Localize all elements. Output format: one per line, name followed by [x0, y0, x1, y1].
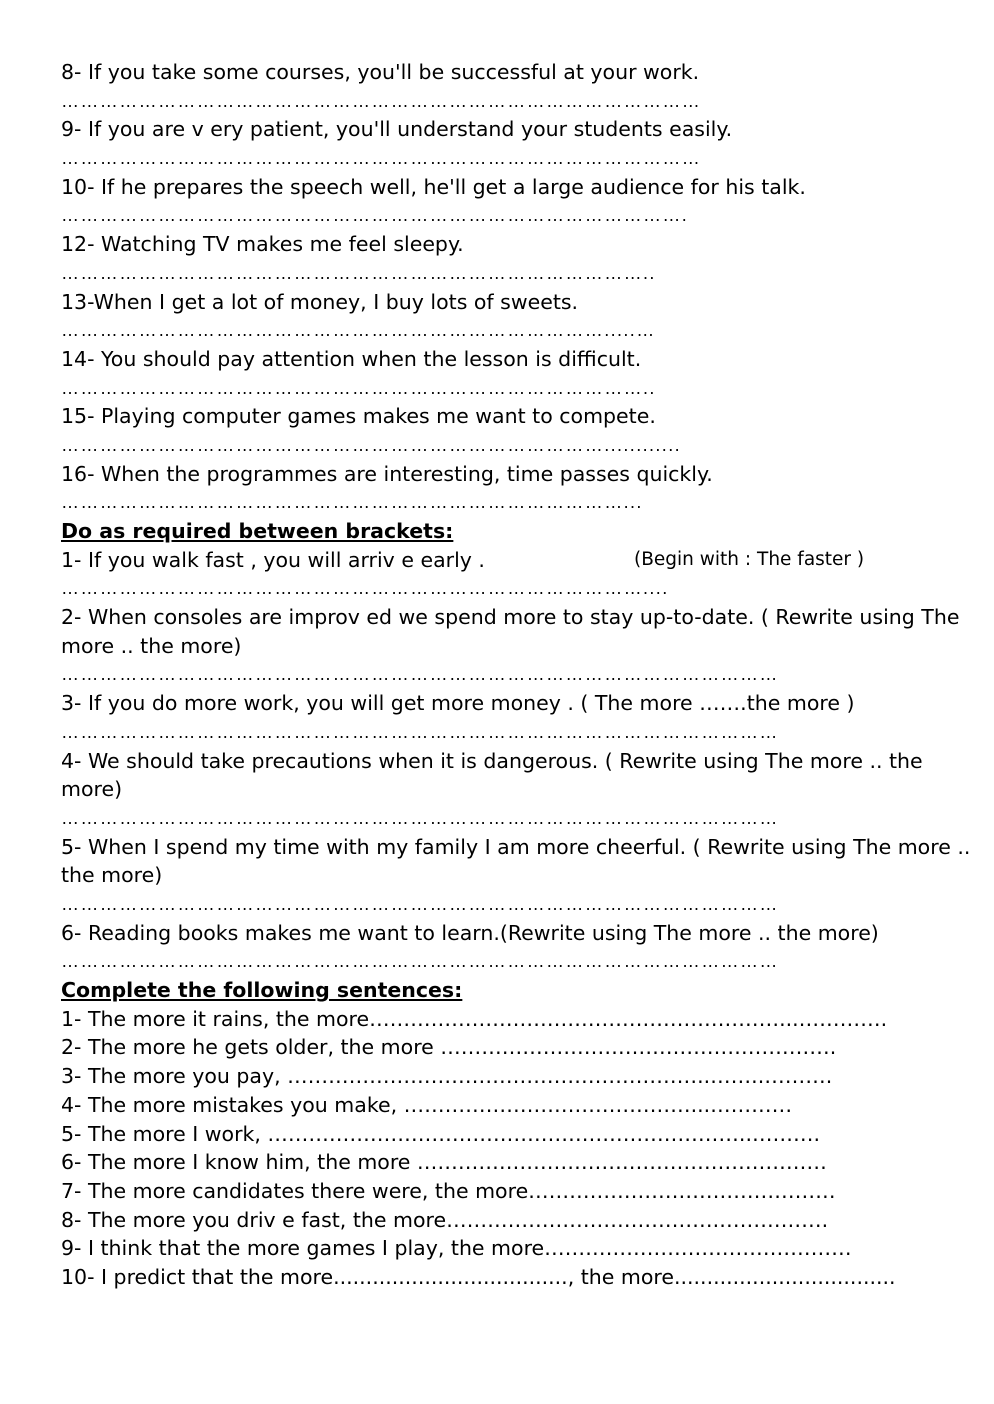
do-as-required-section — [61, 517, 986, 976]
answer-line-8: ……………………………………………………………………………………… — [61, 90, 702, 111]
answer-line-9: ……………………………………………………………………………………… — [61, 148, 702, 169]
required-answer-line-6: ………………………………………………………………………………………………… — [61, 951, 779, 972]
required-question-6: 6- Reading books makes me want to learn.(Rewrite using The more .. the more) — [61, 920, 879, 945]
complete-item-1: 1- The more it rains, the more……………………………………………………...…………. — [61, 1006, 888, 1031]
complete-item-5: 5- The more I work, ……………………………………………………………..………. — [61, 1121, 820, 1146]
required-question-2: 2- When consoles are improv ed we spend more to stay up-to-date. ( Rewrite using The more .. the more) — [61, 605, 960, 658]
answer-line-10: ……………………………………………………………………………………. — [61, 205, 689, 226]
required-answer-line-5: ………………………………………………………………………………………………… — [61, 894, 779, 915]
question-8: 8- If you take some courses, you'll be successful at your work. — [61, 60, 700, 84]
answer-line-15: …………………………………………………………………………............ — [61, 434, 682, 455]
question-15: 15- Playing computer games makes me want to compete. — [61, 404, 656, 429]
required-question-1-hint: (Begin with : The faster ) — [634, 548, 865, 570]
answer-line-12: ……………………………………………………………………………….. — [61, 262, 656, 283]
required-question-3: 3- If you do more work, you will get more money . ( The more …….the more ) — [61, 691, 855, 716]
question-16: 16- When the programmes are interesting, time passes quickly. — [61, 461, 713, 486]
transform-section — [61, 58, 986, 517]
required-answer-line-2: ………………………………………………………………………………………………… — [61, 664, 779, 685]
complete-item-4: 4- The more mistakes you make, ……………………………………...………… — [61, 1092, 793, 1117]
section-heading-complete: Complete the following sentences: — [61, 978, 463, 1003]
complete-item-6: 6- The more I know him, the more …………………………………………………… — [61, 1150, 827, 1175]
worksheet-page — [61, 58, 986, 1292]
answer-line-14: ……………………………………………………………………………….. — [61, 377, 656, 398]
section-heading-do-as-required: Do as required between brackets: — [61, 519, 454, 543]
answer-line-16: ……………………………………………………………………………... — [61, 492, 643, 513]
question-9: 9- If you are v ery patient, you'll understand your students easily. — [61, 117, 733, 142]
complete-item-9: 9- I think that the more games I play, the more……………………………………… — [61, 1236, 852, 1261]
required-question-4: 4- We should take precautions when it is dangerous. ( Rewrite using The more .. the more) — [61, 748, 923, 802]
complete-item-3: 3- The more you pay, ……………………………………………………..……..………. — [61, 1064, 833, 1089]
complete-item-8: 8- The more you driv e fast, the more………………………………….……………. — [61, 1207, 829, 1232]
complete-item-7: 7- The more candidates there were, the more……………………………………… — [61, 1178, 836, 1203]
question-14: 14- You should pay attention when the lesson is difficult. — [61, 346, 642, 371]
required-question-1-text: 1- If you walk fast , you will arriv e early . — [61, 547, 485, 572]
complete-item-10: 10- I predict that the more...................................., the more.................................. — [61, 1264, 896, 1289]
required-question-5: 5- When I spend my time with my family I am more cheerful. ( Rewrite using The more .. the more) — [61, 834, 971, 888]
question-13: 13-When I get a lot of money, I buy lots of sweets. — [61, 289, 579, 314]
complete-sentences-section — [61, 976, 986, 1292]
required-question-1 — [61, 546, 986, 575]
required-answer-line-4: ………………………………………………………………………………………………… — [61, 807, 779, 828]
complete-item-2: 2- The more he gets older, the more …………………………………………………. — [61, 1035, 837, 1060]
question-10: 10- If he prepares the speech well, he'll get a large audience for his talk. — [61, 174, 806, 199]
question-12: 12- Watching TV makes me feel sleepy. — [61, 232, 464, 257]
required-answer-line-3: ………………………………………………………………………………………………… — [61, 721, 779, 742]
required-answer-line-1: ……………………………………………………………………………….... — [61, 578, 669, 599]
answer-line-13: ………………………………………………………………………….....… — [61, 320, 656, 341]
